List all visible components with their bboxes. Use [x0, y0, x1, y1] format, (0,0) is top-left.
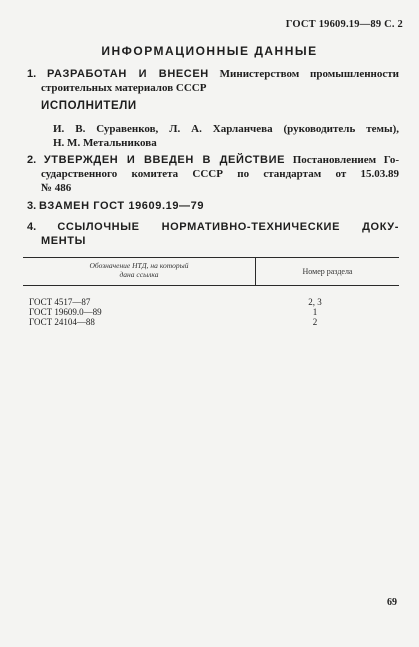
- reference-table: [23, 257, 399, 286]
- executors-line2: Н. М. Метальникова: [53, 137, 157, 149]
- table-header-doc-line1: Обозначение НТД, на который: [89, 261, 189, 270]
- page-header: ГОСТ 19609.19—89 С. 2: [285, 19, 403, 30]
- executors-line1: И. В. Суравенков, Л. А. Харланчева (руководитель темы),: [53, 123, 399, 135]
- item-4-line2: [41, 234, 241, 248]
- item-2: [27, 153, 399, 167]
- table-row: [29, 307, 399, 317]
- table-header-doc-line2: дана ссылка: [119, 270, 159, 279]
- table-cell-section: 1: [312, 307, 318, 317]
- page-title: ИНФОРМАЦИОННЫЕ ДАННЫЕ: [101, 44, 318, 58]
- item-4-heading-line1: ССЫЛОЧНЫЕ НОРМАТИВНО-ТЕХНИЧЕСКИЕ ДОКУ-: [57, 221, 399, 233]
- executors-label: ИСПОЛНИТЕЛИ: [41, 100, 137, 112]
- table-cell-doc: ГОСТ 24104—88: [29, 317, 95, 327]
- item-2-line3: № 486: [41, 182, 72, 194]
- table-header-rule: [23, 285, 399, 286]
- item-4-number: 4.: [27, 221, 37, 233]
- item-2-number: 2.: [27, 154, 37, 166]
- item-1-text: Министерством промышленности: [219, 68, 400, 80]
- table-cell-section: 2: [312, 317, 318, 327]
- item-2-heading: УТВЕРЖДЕН И ВВЕДЕН В ДЕЙСТВИЕ: [43, 154, 286, 166]
- item-4-heading-line2: МЕНТЫ: [41, 235, 86, 247]
- table-header-section: Номер раздела: [302, 267, 353, 276]
- item-3-heading: ВЗАМЕН ГОСТ 19609.19—79: [38, 200, 205, 212]
- item-2-line2: сударственного комитета СССР по стандартам от 15.03.89: [41, 168, 399, 180]
- table-header-doc: [23, 258, 256, 285]
- table-cell-doc: ГОСТ 4517—87: [29, 297, 91, 307]
- item-1-heading: РАЗРАБОТАН И ВНЕСЕН: [46, 68, 209, 80]
- item-1-line2: строительных материалов СССР: [41, 82, 207, 94]
- table-cell-section: 2, 3: [308, 297, 322, 307]
- table-row: [29, 317, 399, 327]
- item-4: [27, 220, 399, 234]
- item-3-number: 3.: [27, 200, 37, 212]
- item-1-line1: [27, 67, 399, 81]
- table-header-row: [23, 258, 399, 285]
- table-cell-doc: ГОСТ 19609.0—89: [29, 307, 102, 317]
- page-number: 69: [387, 597, 397, 608]
- item-3: [27, 199, 399, 213]
- table-body: [29, 297, 399, 327]
- item-1: [27, 67, 399, 81]
- item-1-number: 1.: [27, 68, 37, 80]
- item-2-text: Постановлением Го-: [292, 154, 399, 166]
- table-row: [29, 297, 399, 307]
